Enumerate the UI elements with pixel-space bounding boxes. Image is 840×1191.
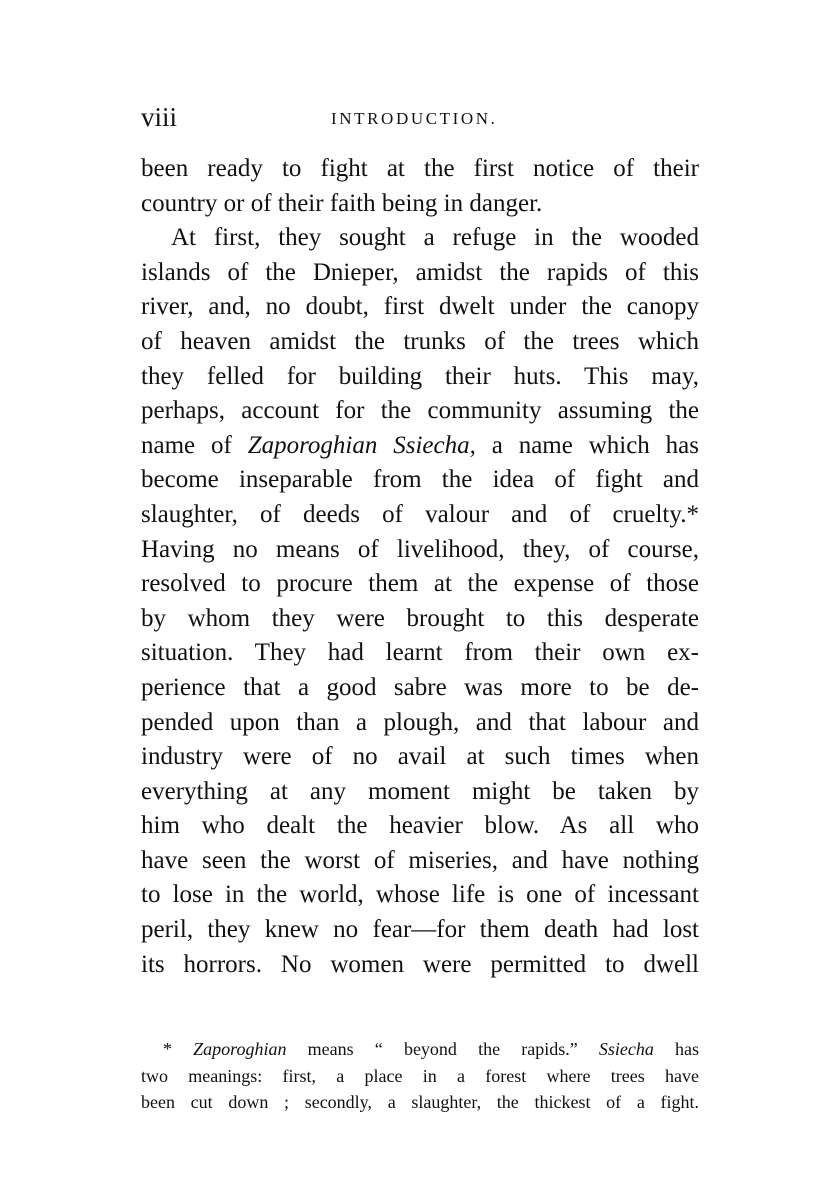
text-line: of heaven amidst the trunks of the trees which [141,327,699,355]
text-segment: name of [141,431,248,459]
text-line: slaughter, of deeds of valour and of cruelty.* [141,500,699,528]
text-line: situation. They had learnt from their own ex- [141,639,699,667]
footnote-line: two meanings: first, a place in a forest where trees have [141,1065,699,1086]
footnote-marker: * [163,1039,194,1059]
footnote-line [141,1036,699,1063]
text-line: perience that a good sabre was more to be de- [141,673,699,701]
footnote-term: Zaporoghian [193,1039,287,1059]
text-line: resolved to procure them at the expense of those [141,570,699,598]
text-line: to lose in the world, whose life is one of incessant [141,881,699,909]
text-line: country or of their faith being in danger. [141,189,543,217]
text-line: become inseparable from the idea of fight and [141,466,699,494]
running-head [141,100,699,134]
text-line: peril, they knew no fear—for them death had lost [141,916,699,944]
body-text [141,152,699,982]
running-title: INTRODUCTION. [331,109,498,128]
text-line-with-italic [141,429,699,464]
text-segment: a name which has [475,431,699,459]
text-line: islands of the Dnieper, amidst the rapids of this [141,258,699,286]
footnote-line: been cut down ; secondly, a slaughter, the thickest of a fight. [141,1092,699,1112]
text-line: have seen the worst of miseries, and have nothing [141,846,699,874]
italic-term: Zaporoghian Ssiecha, [247,431,476,459]
text-line: been ready to fight at the first notice of their [141,155,699,182]
text-line: everything at any moment might be taken by [141,777,699,805]
text-line: they felled for building their huts. This may, [141,362,699,390]
text-line: industry were of no avail at such times when [141,743,699,771]
footnote-text: has [653,1039,700,1059]
footnote-term: Ssiecha [598,1039,654,1059]
text-line: At first, they sought a refuge in the wooded [171,224,699,252]
page-number: viii [141,102,178,132]
text-line: its horrors. No women were permitted to dwell [141,950,699,978]
text-line: pended upon than a plough, and that labour and [141,708,699,736]
text-line: by whom they were brought to this desperate [141,604,699,632]
footnote [141,1036,699,1116]
text-line: him who dealt the heavier blow. As all who [141,812,699,840]
text-line: Having no means of livelihood, they, of course, [141,535,699,563]
footnote-text: means “ beyond the rapids.” [286,1039,599,1059]
text-line: perhaps, account for the community assuming the [141,397,699,425]
text-line: river, and, no doubt, first dwelt under the canopy [141,293,699,321]
